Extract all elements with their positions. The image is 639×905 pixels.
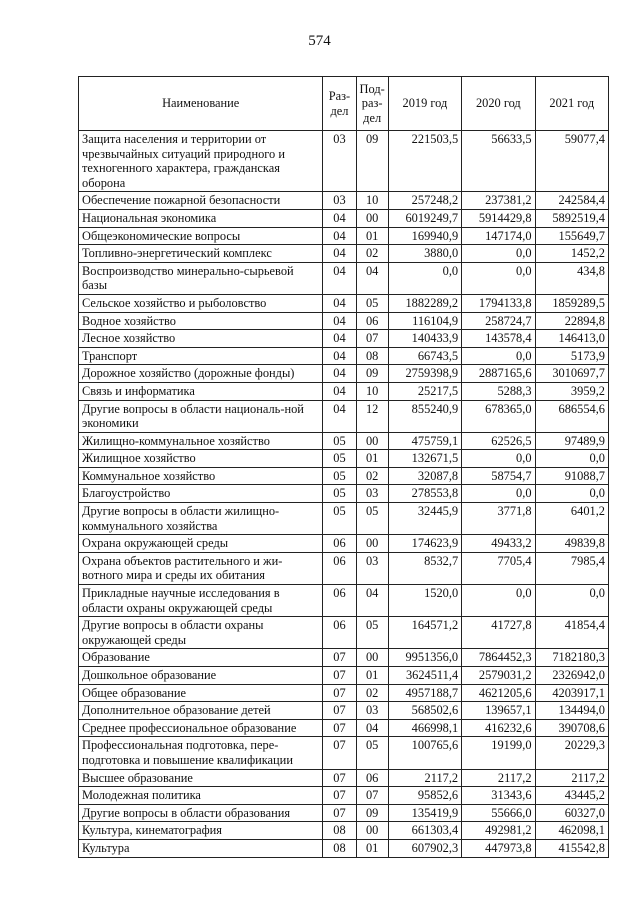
row-name-cell: Защита населения и территории от чрезвычайных ситуаций природного и техногенного характера, гражданская оборона — [79, 131, 323, 192]
row-2019-cell: 568502,6 — [388, 702, 461, 720]
row-razdel-cell: 04 — [323, 209, 356, 227]
row-razdel-cell: 06 — [323, 585, 356, 617]
row-2020-cell: 56633,5 — [462, 131, 535, 192]
row-2020-cell: 237381,2 — [462, 192, 535, 210]
row-razdel-cell: 07 — [323, 684, 356, 702]
table-row — [79, 347, 609, 365]
row-2019-cell: 169940,9 — [388, 227, 461, 245]
row-2021-cell: 97489,9 — [535, 432, 608, 450]
header-2020: 2020 год — [462, 77, 535, 131]
row-2019-cell: 0,0 — [388, 262, 461, 294]
row-razdel-cell: 04 — [323, 347, 356, 365]
row-2020-cell: 0,0 — [462, 245, 535, 263]
row-podrazdel-cell: 03 — [356, 702, 388, 720]
row-2021-cell: 4203917,1 — [535, 684, 608, 702]
row-2020-cell: 3771,8 — [462, 503, 535, 535]
row-razdel-cell: 07 — [323, 804, 356, 822]
table-body — [79, 131, 609, 858]
header-2019: 2019 год — [388, 77, 461, 131]
table-row — [79, 365, 609, 383]
row-2019-cell: 8532,7 — [388, 552, 461, 584]
table-row — [79, 245, 609, 263]
table-row — [79, 312, 609, 330]
row-2021-cell: 3010697,7 — [535, 365, 608, 383]
row-2020-cell: 62526,5 — [462, 432, 535, 450]
table-row — [79, 552, 609, 584]
row-podrazdel-cell: 05 — [356, 294, 388, 312]
row-2020-cell: 143578,4 — [462, 330, 535, 348]
row-2021-cell: 22894,8 — [535, 312, 608, 330]
row-podrazdel-cell: 05 — [356, 503, 388, 535]
row-2019-cell: 3624511,4 — [388, 667, 461, 685]
table-row — [79, 485, 609, 503]
table-row — [79, 839, 609, 857]
row-podrazdel-cell: 02 — [356, 467, 388, 485]
row-razdel-cell: 05 — [323, 450, 356, 468]
row-2020-cell: 2579031,2 — [462, 667, 535, 685]
row-2021-cell: 415542,8 — [535, 839, 608, 857]
row-2019-cell: 466998,1 — [388, 719, 461, 737]
row-podrazdel-cell: 10 — [356, 192, 388, 210]
row-razdel-cell: 04 — [323, 365, 356, 383]
table-row — [79, 702, 609, 720]
row-podrazdel-cell: 10 — [356, 382, 388, 400]
row-razdel-cell: 04 — [323, 400, 356, 432]
row-name-cell: Дополнительное образование детей — [79, 702, 323, 720]
row-podrazdel-cell: 08 — [356, 347, 388, 365]
row-podrazdel-cell: 00 — [356, 209, 388, 227]
row-2021-cell: 43445,2 — [535, 787, 608, 805]
row-name-cell: Молодежная политика — [79, 787, 323, 805]
row-2020-cell: 5914429,8 — [462, 209, 535, 227]
row-podrazdel-cell: 02 — [356, 245, 388, 263]
header-name: Наименование — [79, 77, 323, 131]
row-2020-cell: 0,0 — [462, 347, 535, 365]
row-2021-cell: 434,8 — [535, 262, 608, 294]
row-2021-cell: 462098,1 — [535, 822, 608, 840]
row-2020-cell: 55666,0 — [462, 804, 535, 822]
row-2019-cell: 9951356,0 — [388, 649, 461, 667]
row-2019-cell: 100765,6 — [388, 737, 461, 769]
row-2019-cell: 32445,9 — [388, 503, 461, 535]
row-razdel-cell: 08 — [323, 839, 356, 857]
row-name-cell: Другие вопросы в области образования — [79, 804, 323, 822]
row-2021-cell: 91088,7 — [535, 467, 608, 485]
row-name-cell: Благоустройство — [79, 485, 323, 503]
row-razdel-cell: 04 — [323, 330, 356, 348]
row-2021-cell: 0,0 — [535, 450, 608, 468]
table-row — [79, 787, 609, 805]
row-name-cell: Другие вопросы в области жилищно-коммунального хозяйства — [79, 503, 323, 535]
row-razdel-cell: 06 — [323, 535, 356, 553]
row-2021-cell: 5173,9 — [535, 347, 608, 365]
row-2019-cell: 1882289,2 — [388, 294, 461, 312]
row-razdel-cell: 05 — [323, 467, 356, 485]
row-podrazdel-cell: 00 — [356, 432, 388, 450]
row-podrazdel-cell: 00 — [356, 822, 388, 840]
row-2020-cell: 258724,7 — [462, 312, 535, 330]
row-name-cell: Культура, кинематография — [79, 822, 323, 840]
row-name-cell: Дорожное хозяйство (дорожные фонды) — [79, 365, 323, 383]
table-row — [79, 649, 609, 667]
row-2021-cell: 0,0 — [535, 585, 608, 617]
row-2021-cell: 20229,3 — [535, 737, 608, 769]
row-razdel-cell: 08 — [323, 822, 356, 840]
row-2021-cell: 155649,7 — [535, 227, 608, 245]
row-2019-cell: 1520,0 — [388, 585, 461, 617]
row-2019-cell: 607902,3 — [388, 839, 461, 857]
row-name-cell: Связь и информатика — [79, 382, 323, 400]
row-2020-cell: 416232,6 — [462, 719, 535, 737]
row-2020-cell: 678365,0 — [462, 400, 535, 432]
row-2020-cell: 492981,2 — [462, 822, 535, 840]
row-2019-cell: 2759398,9 — [388, 365, 461, 383]
row-2020-cell: 58754,7 — [462, 467, 535, 485]
row-name-cell: Обеспечение пожарной безопасности — [79, 192, 323, 210]
row-name-cell: Охрана объектов растительного и жи-вотного мира и среды их обитания — [79, 552, 323, 584]
row-2020-cell: 2887165,6 — [462, 365, 535, 383]
row-podrazdel-cell: 04 — [356, 262, 388, 294]
row-2019-cell: 95852,6 — [388, 787, 461, 805]
row-2019-cell: 4957188,7 — [388, 684, 461, 702]
row-razdel-cell: 07 — [323, 737, 356, 769]
row-2019-cell: 257248,2 — [388, 192, 461, 210]
row-2021-cell: 3959,2 — [535, 382, 608, 400]
table-row — [79, 804, 609, 822]
row-2020-cell: 0,0 — [462, 262, 535, 294]
row-name-cell: Высшее образование — [79, 769, 323, 787]
row-razdel-cell: 05 — [323, 503, 356, 535]
row-razdel-cell: 05 — [323, 485, 356, 503]
row-name-cell: Культура — [79, 839, 323, 857]
row-2021-cell: 0,0 — [535, 485, 608, 503]
row-name-cell: Лесное хозяйство — [79, 330, 323, 348]
row-razdel-cell: 03 — [323, 192, 356, 210]
row-2019-cell: 174623,9 — [388, 535, 461, 553]
row-2020-cell: 49433,2 — [462, 535, 535, 553]
page-number: 574 — [308, 33, 331, 49]
table-row — [79, 131, 609, 192]
row-2019-cell: 164571,2 — [388, 617, 461, 649]
row-name-cell: Другие вопросы в области националь-ной экономики — [79, 400, 323, 432]
table-row — [79, 769, 609, 787]
row-2020-cell: 31343,6 — [462, 787, 535, 805]
row-name-cell: Водное хозяйство — [79, 312, 323, 330]
row-name-cell: Жилищное хозяйство — [79, 450, 323, 468]
row-2021-cell: 134494,0 — [535, 702, 608, 720]
row-razdel-cell: 07 — [323, 667, 356, 685]
row-2019-cell: 855240,9 — [388, 400, 461, 432]
row-2021-cell: 146413,0 — [535, 330, 608, 348]
row-podrazdel-cell: 03 — [356, 485, 388, 503]
row-2020-cell: 0,0 — [462, 485, 535, 503]
row-2020-cell: 41727,8 — [462, 617, 535, 649]
row-razdel-cell: 04 — [323, 294, 356, 312]
row-razdel-cell: 07 — [323, 769, 356, 787]
row-podrazdel-cell: 12 — [356, 400, 388, 432]
row-2021-cell: 60327,0 — [535, 804, 608, 822]
row-name-cell: Профессиональная подготовка, пере-подготовка и повышение квалификации — [79, 737, 323, 769]
row-podrazdel-cell: 04 — [356, 719, 388, 737]
row-2019-cell: 25217,5 — [388, 382, 461, 400]
row-podrazdel-cell: 05 — [356, 737, 388, 769]
table-row — [79, 585, 609, 617]
row-2020-cell: 0,0 — [462, 450, 535, 468]
row-podrazdel-cell: 05 — [356, 617, 388, 649]
row-podrazdel-cell: 09 — [356, 365, 388, 383]
row-name-cell: Сельское хозяйство и рыболовство — [79, 294, 323, 312]
table-row — [79, 822, 609, 840]
table-row — [79, 330, 609, 348]
row-podrazdel-cell: 03 — [356, 552, 388, 584]
row-podrazdel-cell: 00 — [356, 649, 388, 667]
table-row — [79, 737, 609, 769]
row-podrazdel-cell: 01 — [356, 667, 388, 685]
row-name-cell: Другие вопросы в области охраны окружающей среды — [79, 617, 323, 649]
row-2020-cell: 7864452,3 — [462, 649, 535, 667]
row-2019-cell: 661303,4 — [388, 822, 461, 840]
row-podrazdel-cell: 06 — [356, 312, 388, 330]
row-2020-cell: 0,0 — [462, 585, 535, 617]
row-2019-cell: 66743,5 — [388, 347, 461, 365]
row-podrazdel-cell: 01 — [356, 227, 388, 245]
budget-table — [78, 76, 609, 858]
row-podrazdel-cell: 06 — [356, 769, 388, 787]
table-row — [79, 719, 609, 737]
row-2021-cell: 59077,4 — [535, 131, 608, 192]
row-2021-cell: 49839,8 — [535, 535, 608, 553]
row-name-cell: Дошкольное образование — [79, 667, 323, 685]
row-podrazdel-cell: 07 — [356, 330, 388, 348]
row-name-cell: Транспорт — [79, 347, 323, 365]
row-2020-cell: 447973,8 — [462, 839, 535, 857]
row-2021-cell: 2117,2 — [535, 769, 608, 787]
row-razdel-cell: 06 — [323, 617, 356, 649]
row-podrazdel-cell: 07 — [356, 787, 388, 805]
row-name-cell: Национальная экономика — [79, 209, 323, 227]
row-name-cell: Общее образование — [79, 684, 323, 702]
table-row — [79, 667, 609, 685]
row-razdel-cell: 07 — [323, 719, 356, 737]
table-row — [79, 617, 609, 649]
row-name-cell: Жилищно-коммунальное хозяйство — [79, 432, 323, 450]
row-2020-cell: 19199,0 — [462, 737, 535, 769]
table-row — [79, 209, 609, 227]
row-podrazdel-cell: 00 — [356, 535, 388, 553]
row-razdel-cell: 03 — [323, 131, 356, 192]
row-2020-cell: 5288,3 — [462, 382, 535, 400]
table-header-row — [79, 77, 609, 131]
header-razdel: Раз- дел — [323, 77, 356, 131]
table-row — [79, 192, 609, 210]
row-2021-cell: 5892519,4 — [535, 209, 608, 227]
row-razdel-cell: 04 — [323, 227, 356, 245]
row-2019-cell: 116104,9 — [388, 312, 461, 330]
table-row — [79, 382, 609, 400]
table-row — [79, 467, 609, 485]
header-2021: 2021 год — [535, 77, 608, 131]
table-row — [79, 294, 609, 312]
row-podrazdel-cell: 09 — [356, 131, 388, 192]
row-name-cell: Среднее профессиональное образование — [79, 719, 323, 737]
row-name-cell: Образование — [79, 649, 323, 667]
row-2020-cell: 2117,2 — [462, 769, 535, 787]
row-2021-cell: 1452,2 — [535, 245, 608, 263]
row-name-cell: Общеэкономические вопросы — [79, 227, 323, 245]
row-2019-cell: 135419,9 — [388, 804, 461, 822]
row-2019-cell: 2117,2 — [388, 769, 461, 787]
row-razdel-cell: 04 — [323, 262, 356, 294]
table-row — [79, 450, 609, 468]
row-razdel-cell: 07 — [323, 649, 356, 667]
row-razdel-cell: 07 — [323, 787, 356, 805]
header-podrazdel: Под- раз- дел — [356, 77, 388, 131]
table-row — [79, 227, 609, 245]
row-2019-cell: 475759,1 — [388, 432, 461, 450]
table-row — [79, 262, 609, 294]
row-2019-cell: 3880,0 — [388, 245, 461, 263]
row-2020-cell: 1794133,8 — [462, 294, 535, 312]
row-razdel-cell: 05 — [323, 432, 356, 450]
row-2020-cell: 7705,4 — [462, 552, 535, 584]
row-2020-cell: 139657,1 — [462, 702, 535, 720]
row-2020-cell: 147174,0 — [462, 227, 535, 245]
row-razdel-cell: 07 — [323, 702, 356, 720]
table-row — [79, 684, 609, 702]
row-razdel-cell: 04 — [323, 312, 356, 330]
row-name-cell: Топливно-энергетический комплекс — [79, 245, 323, 263]
row-podrazdel-cell: 01 — [356, 839, 388, 857]
row-razdel-cell: 04 — [323, 245, 356, 263]
row-2019-cell: 221503,5 — [388, 131, 461, 192]
row-2021-cell: 242584,4 — [535, 192, 608, 210]
row-2019-cell: 32087,8 — [388, 467, 461, 485]
row-2021-cell: 1859289,5 — [535, 294, 608, 312]
row-2019-cell: 278553,8 — [388, 485, 461, 503]
row-2021-cell: 390708,6 — [535, 719, 608, 737]
row-2021-cell: 41854,4 — [535, 617, 608, 649]
row-podrazdel-cell: 01 — [356, 450, 388, 468]
row-2019-cell: 6019249,7 — [388, 209, 461, 227]
row-razdel-cell: 06 — [323, 552, 356, 584]
row-name-cell: Охрана окружающей среды — [79, 535, 323, 553]
row-2021-cell: 2326942,0 — [535, 667, 608, 685]
row-podrazdel-cell: 04 — [356, 585, 388, 617]
row-2021-cell: 7985,4 — [535, 552, 608, 584]
row-podrazdel-cell: 09 — [356, 804, 388, 822]
row-2020-cell: 4621205,6 — [462, 684, 535, 702]
row-2021-cell: 6401,2 — [535, 503, 608, 535]
table-row — [79, 432, 609, 450]
row-2019-cell: 140433,9 — [388, 330, 461, 348]
row-2021-cell: 7182180,3 — [535, 649, 608, 667]
row-2019-cell: 132671,5 — [388, 450, 461, 468]
table-row — [79, 503, 609, 535]
table-row — [79, 535, 609, 553]
row-name-cell: Коммунальное хозяйство — [79, 467, 323, 485]
table-row — [79, 400, 609, 432]
row-name-cell: Воспроизводство минерально-сырьевой базы — [79, 262, 323, 294]
row-2021-cell: 686554,6 — [535, 400, 608, 432]
row-razdel-cell: 04 — [323, 382, 356, 400]
row-podrazdel-cell: 02 — [356, 684, 388, 702]
row-name-cell: Прикладные научные исследования в области охраны окружающей среды — [79, 585, 323, 617]
